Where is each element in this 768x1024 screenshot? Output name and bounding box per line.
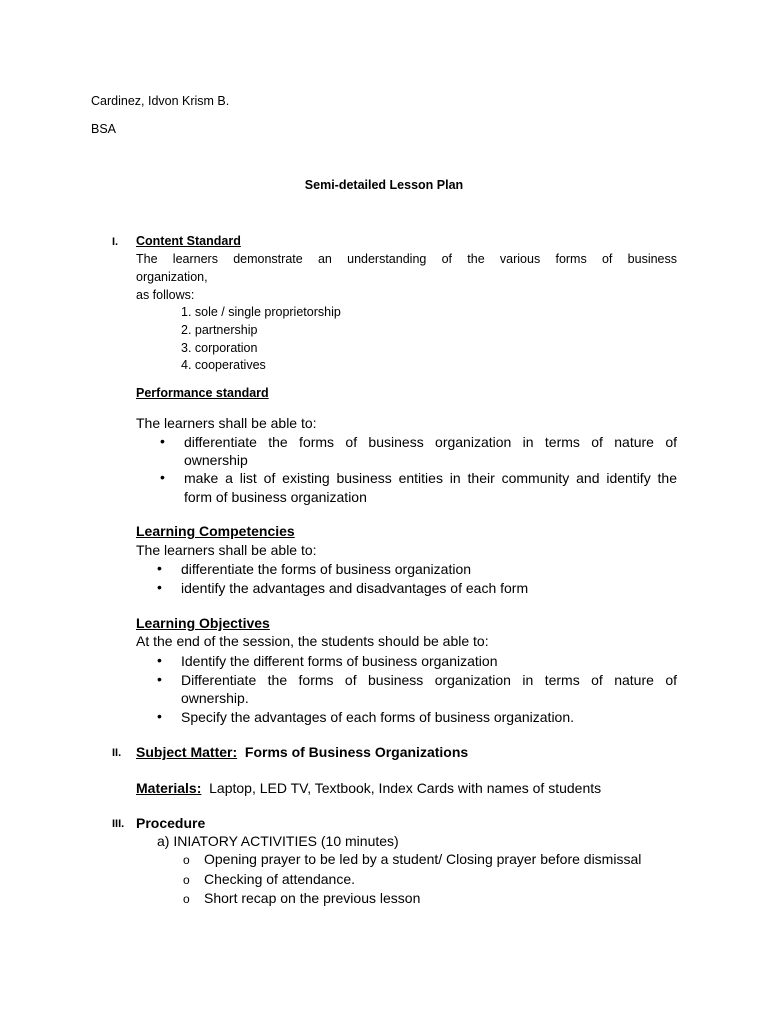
subject-matter-label: Subject Matter:	[136, 744, 238, 760]
list-item: Short recap on the previous lesson	[204, 890, 421, 906]
list-item: 1. sole / single proprietorship	[181, 305, 341, 319]
list-item: 2. partnership	[181, 323, 258, 337]
performance-bullet-2-line2: form of business organization	[184, 489, 367, 505]
circle-bullet-icon: o	[183, 873, 190, 887]
performance-bullet-1-line2: ownership	[184, 452, 248, 468]
objective-bullet-3: Specify the advantages of each forms of business organization.	[181, 709, 575, 725]
section-numeral-3: III.	[112, 818, 125, 830]
course-label: BSA	[91, 122, 117, 136]
performance-bullet-2-line1: make a list of existing business entities in their community and identify the	[184, 470, 677, 486]
bullet-icon: •	[157, 560, 162, 576]
learning-objectives-intro: At the end of the session, the students should be able to:	[136, 633, 489, 649]
materials-value: Laptop, LED TV, Textbook, Index Cards with names of students	[209, 780, 602, 796]
content-standard-text-line2: organization,	[136, 270, 208, 284]
bullet-icon: •	[160, 469, 165, 485]
performance-bullet-1-line1: differentiate the forms of business organization in terms of nature of	[184, 434, 677, 450]
list-item: Checking of attendance.	[204, 871, 355, 887]
bullet-icon: •	[157, 579, 162, 595]
procedure-heading: Procedure	[136, 815, 206, 831]
performance-standard-intro: The learners shall be able to:	[136, 415, 317, 431]
circle-bullet-icon: o	[183, 892, 190, 906]
subject-matter-line	[136, 744, 468, 760]
content-standard-text-line1: The learners demonstrate an understanding of the various forms of business	[136, 252, 677, 266]
objective-bullet-2-line1: Differentiate the forms of business organization in terms of nature of	[181, 672, 677, 688]
learning-competencies-intro: The learners shall be able to:	[136, 542, 317, 558]
list-item: 3. corporation	[181, 341, 258, 355]
section-numeral-1: I.	[112, 236, 119, 248]
procedure-sub-a: a) INIATORY ACTIVITIES (10 minutes)	[157, 833, 399, 849]
bullet-icon: •	[157, 708, 162, 724]
list-item: Opening prayer to be led by a student/ Closing prayer before dismissal	[204, 851, 642, 867]
section-numeral-2: II.	[112, 747, 122, 759]
bullet-icon: •	[157, 652, 162, 668]
materials-label: Materials:	[136, 780, 202, 796]
materials-line	[136, 780, 601, 796]
list-item: identify the advantages and disadvantages of each form	[181, 580, 529, 596]
objective-bullet-1: Identify the different forms of business organization	[181, 653, 498, 669]
document-title: Semi-detailed Lesson Plan	[304, 178, 464, 192]
learning-objectives-heading: Learning Objectives	[136, 615, 270, 631]
bullet-icon: •	[160, 433, 165, 449]
circle-bullet-icon: o	[183, 853, 190, 867]
list-item: differentiate the forms of business organization	[181, 561, 472, 577]
list-item: 4. cooperatives	[181, 358, 266, 372]
performance-standard-heading: Performance standard	[136, 386, 269, 400]
author-name: Cardinez, Idvon Krism B.	[91, 94, 230, 108]
subject-matter-value: Forms of Business Organizations	[244, 744, 469, 760]
learning-competencies-heading: Learning Competencies	[136, 523, 295, 539]
objective-bullet-2-line2: ownership.	[181, 690, 249, 706]
bullet-icon: •	[157, 671, 162, 687]
content-standard-heading: Content Standard	[136, 234, 241, 248]
content-standard-text-line3: as follows:	[136, 288, 195, 302]
